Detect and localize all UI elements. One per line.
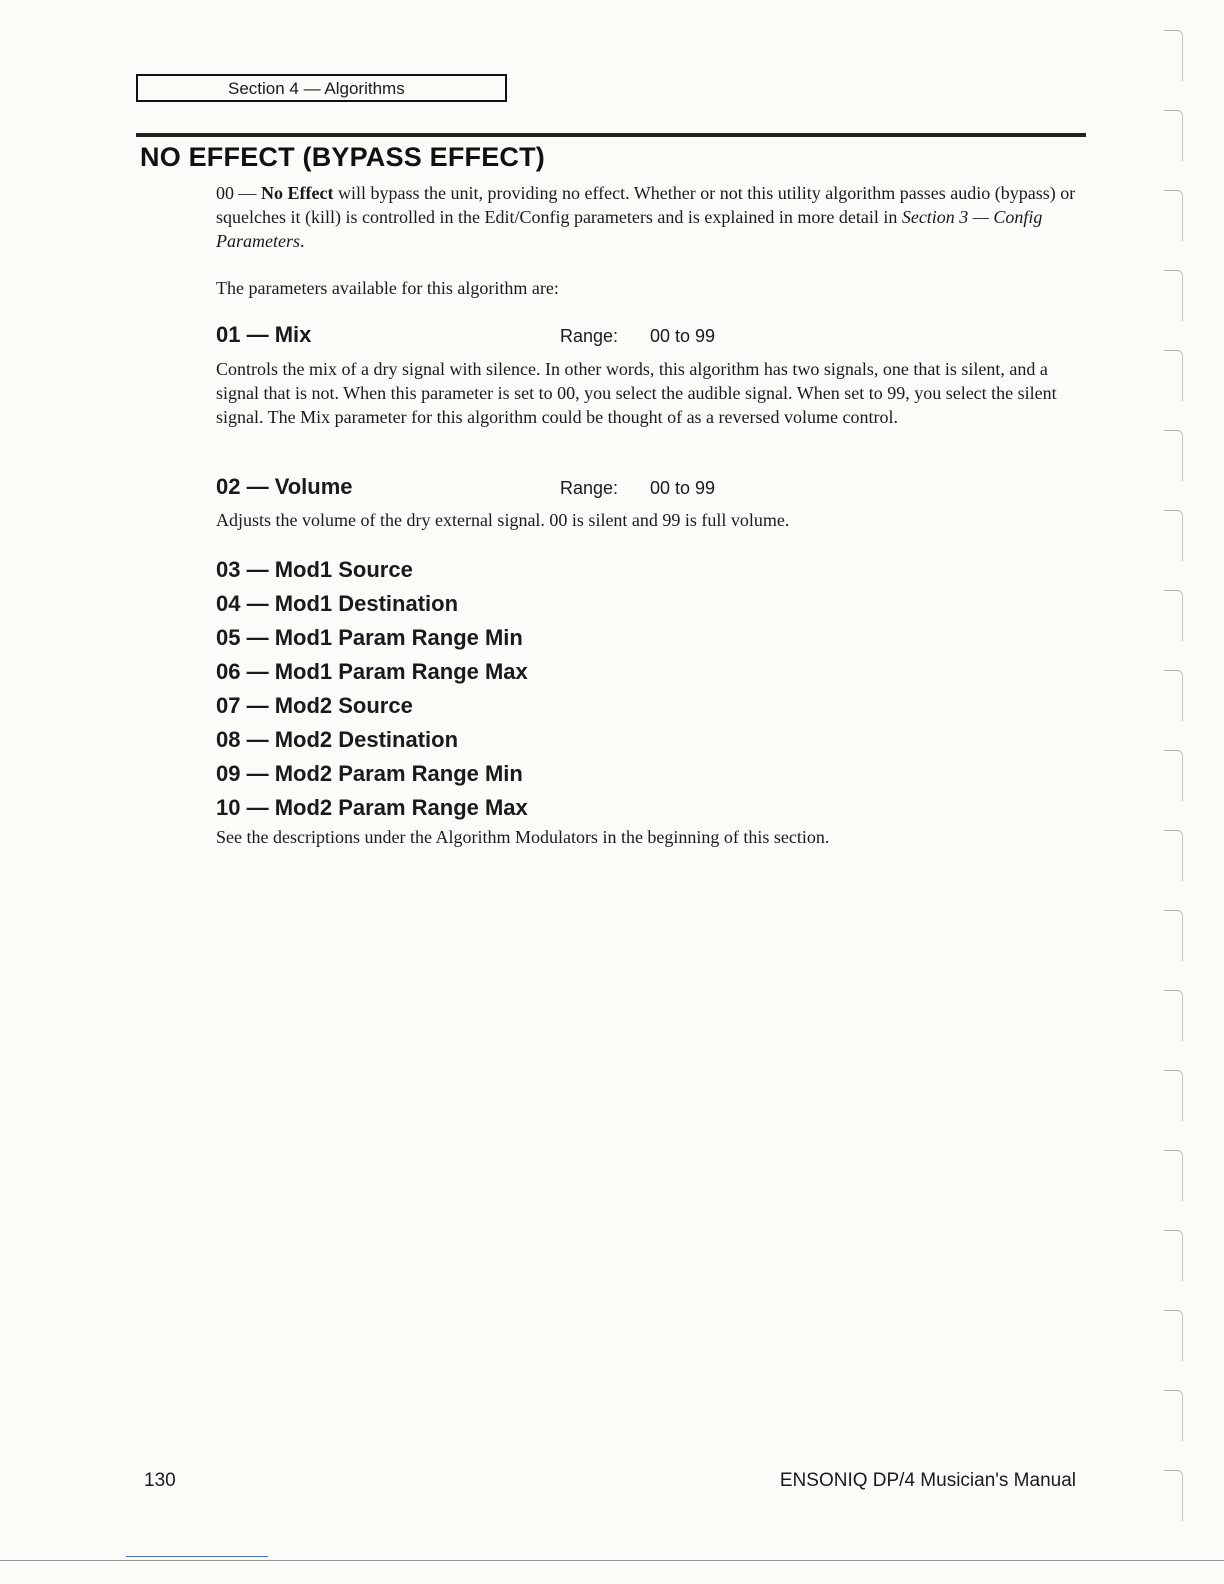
binder-tick bbox=[1164, 750, 1183, 801]
modulator-param-item: 04 — Mod1 Destination bbox=[216, 591, 459, 616]
see-descriptions-text: See the descriptions under the Algorithm Modulators in the beginning of this section. bbox=[216, 827, 830, 847]
binder-tick bbox=[1164, 1470, 1183, 1521]
binder-tick bbox=[1164, 590, 1183, 641]
intro-paragraph bbox=[216, 181, 1086, 253]
binder-tick bbox=[1164, 190, 1183, 241]
page-bottom-line bbox=[0, 1560, 1224, 1561]
modulator-param-item: 03 — Mod1 Source bbox=[216, 557, 413, 582]
intro-section-reference: Section 3 — Config Parameters bbox=[216, 207, 1043, 251]
binder-tick bbox=[1164, 830, 1183, 881]
modulator-param-item: 06 — Mod1 Param Range Max bbox=[216, 659, 528, 684]
param-volume-range-value: 00 to 99 bbox=[650, 478, 716, 498]
title-rule bbox=[136, 133, 1086, 137]
modulator-param-list bbox=[216, 553, 528, 825]
param-volume-description: Adjusts the volume of the dry external signal. 00 is silent and 99 is full volume. bbox=[216, 510, 790, 530]
binder-tick bbox=[1164, 1150, 1183, 1201]
param-mix-description: Controls the mix of a dry signal with silence. In other words, this algorithm has two signals, one that is silent, and a signal that is not. When this parameter is set to 00, you select the audible signal. When set to 99, you select the silent signal. The Mix parameter for this algorithm could be thought of as a reversed volume control. bbox=[216, 359, 1057, 427]
page-bottom-link-underline bbox=[126, 1556, 268, 1557]
page-title: NO EFFECT (BYPASS EFFECT) bbox=[140, 142, 546, 172]
param-mix-range-value: 00 to 99 bbox=[650, 326, 716, 346]
binder-tick bbox=[1164, 30, 1183, 81]
intro-text-2: . bbox=[300, 231, 305, 251]
footer-manual-title: ENSONIQ DP/4 Musician's Manual bbox=[779, 1470, 1076, 1491]
binder-tick bbox=[1164, 1310, 1183, 1361]
param-volume-range-label: Range: bbox=[560, 478, 619, 498]
modulator-param-item: 07 — Mod2 Source bbox=[216, 693, 413, 718]
binder-tick bbox=[1164, 1390, 1183, 1441]
binder-tick bbox=[1164, 430, 1183, 481]
intro-lead-number: 00 — bbox=[216, 183, 261, 203]
binder-tick bbox=[1164, 1070, 1183, 1121]
binder-tick bbox=[1164, 110, 1183, 161]
param-mix-heading bbox=[216, 322, 816, 352]
binder-tick bbox=[1164, 1230, 1183, 1281]
binder-tick bbox=[1164, 510, 1183, 561]
binder-tick bbox=[1164, 670, 1183, 721]
parameters-available-text: The parameters available for this algorithm are: bbox=[216, 278, 559, 298]
intro-text-1: will bypass the unit, providing no effect. Whether or not this utility algorithm passes audio (bypass) or squelches it (kill) is controlled in the Edit/Config parameters and is explained in more detail in bbox=[216, 183, 1076, 227]
binder-tick bbox=[1164, 350, 1183, 401]
binder-tick bbox=[1164, 990, 1183, 1041]
modulator-param-item: 08 — Mod2 Destination bbox=[216, 727, 459, 752]
section-header-box bbox=[136, 74, 507, 102]
footer-page-number: 130 bbox=[144, 1470, 176, 1491]
param-volume-heading bbox=[216, 474, 816, 504]
binder-tick bbox=[1164, 910, 1183, 961]
param-mix-name: 01 — Mix bbox=[216, 322, 312, 347]
binder-margin-marks bbox=[1164, 30, 1188, 1550]
modulator-param-item: 09 — Mod2 Param Range Min bbox=[216, 761, 523, 786]
modulator-param-item: 10 — Mod2 Param Range Max bbox=[216, 795, 528, 820]
binder-tick bbox=[1164, 270, 1183, 321]
modulator-param-item: 05 — Mod1 Param Range Min bbox=[216, 625, 523, 650]
intro-lead-bold: No Effect bbox=[261, 183, 334, 203]
param-volume-name: 02 — Volume bbox=[216, 474, 353, 499]
param-mix-range-label: Range: bbox=[560, 326, 619, 346]
section-header-label: Section 4 — Algorithms bbox=[228, 79, 405, 98]
